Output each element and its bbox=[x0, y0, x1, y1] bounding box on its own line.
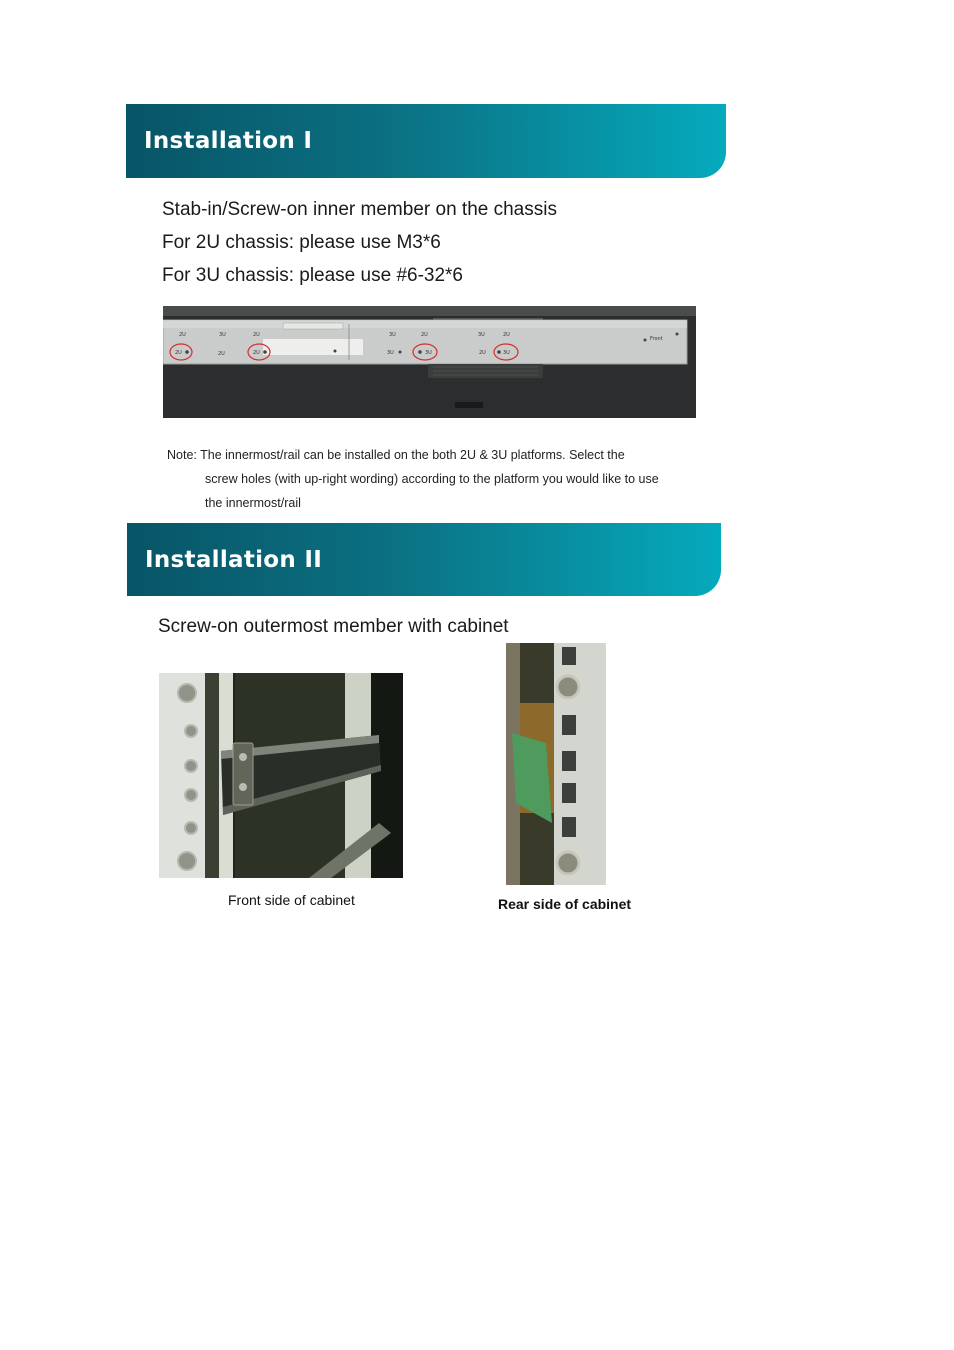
hole-label: 2U bbox=[253, 350, 260, 356]
hole-label: 3U bbox=[478, 332, 485, 338]
section-title: Installation I bbox=[144, 128, 313, 154]
hole-label: 3U bbox=[219, 332, 226, 338]
front-label: Front bbox=[650, 336, 663, 342]
chassis-photo bbox=[163, 306, 696, 418]
hole-label: 2U bbox=[218, 351, 225, 357]
note-line: the innermost/rail bbox=[205, 496, 301, 510]
hole-label: 2U bbox=[503, 332, 510, 338]
front-caption: Front side of cabinet bbox=[228, 892, 355, 908]
section-title: Installation II bbox=[145, 546, 323, 573]
note-line: Note: The innermost/rail can be installed on the both 2U & 3U platforms. Select the bbox=[167, 448, 625, 462]
instruction-line: For 3U chassis: please use #6-32*6 bbox=[162, 265, 463, 286]
note-line: screw holes (with up-right wording) according to the platform you would like to use bbox=[205, 472, 659, 486]
instruction-line: Stab-in/Screw-on inner member on the chassis bbox=[162, 199, 557, 220]
hole-label: 2U bbox=[179, 332, 186, 338]
instruction-line: For 2U chassis: please use M3*6 bbox=[162, 232, 441, 253]
hole-label: 3U bbox=[387, 350, 394, 356]
section-subtitle: Screw-on outermost member with cabinet bbox=[158, 616, 509, 637]
hole-label: 2U bbox=[479, 350, 486, 356]
hole-label: 3U bbox=[503, 350, 510, 356]
section-banner-installation-2 bbox=[127, 523, 721, 596]
rear-cabinet-photo bbox=[506, 643, 606, 885]
hole-label: 2U bbox=[421, 332, 428, 338]
hole-label: 3U bbox=[389, 332, 396, 338]
front-cabinet-photo bbox=[159, 673, 403, 878]
rear-caption: Rear side of cabinet bbox=[498, 896, 632, 912]
hole-label: 2U bbox=[175, 350, 182, 356]
section-banner-installation-1 bbox=[126, 104, 726, 178]
hole-label: 3U bbox=[425, 350, 432, 356]
hole-label: 2U bbox=[253, 332, 260, 338]
